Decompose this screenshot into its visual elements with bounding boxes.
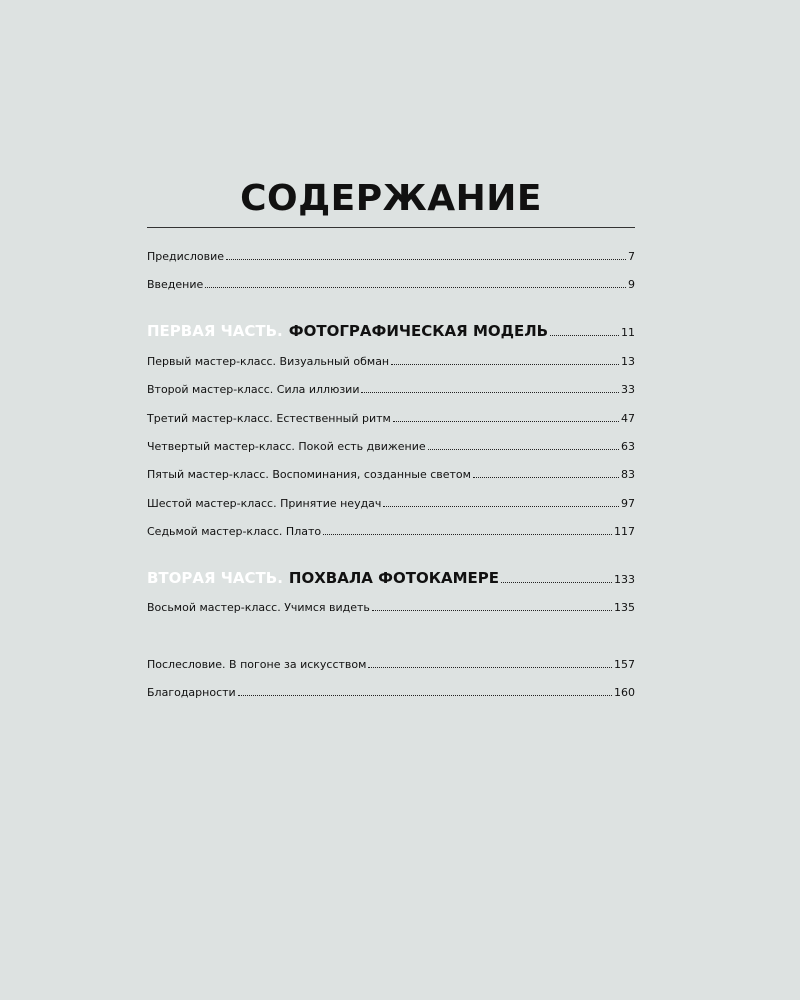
toc-entry-label: Первый мастер-класс. Визуальный обман <box>147 355 390 368</box>
dot-leader <box>501 581 612 583</box>
toc-entry-masterclass-5[interactable] <box>147 468 635 482</box>
toc-part-two[interactable] <box>147 568 635 590</box>
toc-page-number: 83 <box>621 468 635 481</box>
toc-page-number: 9 <box>628 278 635 291</box>
toc-page-number: 47 <box>621 412 635 425</box>
toc-page-number: 133 <box>614 573 635 586</box>
toc-entry-label: Пятый мастер-класс. Воспоминания, созданные светом <box>147 468 471 481</box>
toc-page-number: 160 <box>614 686 635 699</box>
toc-entry-introduction[interactable] <box>147 278 635 292</box>
toc-page-number: 63 <box>621 440 635 453</box>
toc-part-heading <box>147 568 499 588</box>
toc-entry-label: Седьмой мастер-класс. Плато <box>147 525 322 538</box>
part-prefix: ПЕРВАЯ ЧАСТЬ. <box>147 322 283 340</box>
toc-entry-label: Благодарности <box>147 686 236 699</box>
toc-entry-masterclass-4[interactable] <box>147 440 635 454</box>
dot-leader <box>361 391 619 393</box>
toc-page-number: 157 <box>614 658 635 671</box>
dot-leader <box>372 609 612 611</box>
dot-leader <box>226 258 626 260</box>
dot-leader <box>550 334 619 336</box>
toc-page-number: 11 <box>621 326 635 339</box>
toc-entry-label: Шестой мастер-класс. Принятие неудач <box>147 497 382 510</box>
dot-leader <box>205 286 626 288</box>
toc-entry-masterclass-7[interactable] <box>147 525 635 539</box>
toc-entry-preface[interactable] <box>147 250 635 264</box>
toc-entry-masterclass-2[interactable] <box>147 383 635 397</box>
toc-page-number: 7 <box>628 250 635 263</box>
title-divider <box>147 227 635 228</box>
toc-entry-label: Предисловие <box>147 250 224 263</box>
part-title: ПОХВАЛА ФОТОКАМЕРЕ <box>288 569 500 587</box>
part-prefix: ВТОРАЯ ЧАСТЬ. <box>147 569 283 587</box>
toc-entry-masterclass-6[interactable] <box>147 497 635 511</box>
toc-entry-label: Введение <box>147 278 204 291</box>
dot-leader <box>391 363 619 365</box>
dot-leader <box>393 420 619 422</box>
toc-part-one[interactable] <box>147 321 635 343</box>
toc-entry-afterword[interactable] <box>147 658 635 672</box>
toc-entry-acknowledgements[interactable] <box>147 686 635 700</box>
page-title: СОДЕРЖАНИЕ <box>240 178 542 219</box>
toc-entry-masterclass-1[interactable] <box>147 355 635 369</box>
toc-page-number: 13 <box>621 355 635 368</box>
toc-page-number: 33 <box>621 383 635 396</box>
dot-leader <box>323 533 612 535</box>
toc-entry-masterclass-3[interactable] <box>147 412 635 426</box>
toc-entry-label: Третий мастер-класс. Естественный ритм <box>147 412 391 425</box>
dot-leader <box>238 694 612 696</box>
part-title: ФОТОГРАФИЧЕСКАЯ МОДЕЛЬ <box>288 322 549 340</box>
dot-leader <box>383 505 619 507</box>
toc-page-number: 97 <box>621 497 635 510</box>
toc-entry-label: Послесловие. В погоне за искусством <box>147 658 367 671</box>
dot-leader <box>473 476 619 478</box>
dot-leader <box>368 666 612 668</box>
toc-entry-label: Восьмой мастер-класс. Учимся видеть <box>147 601 370 614</box>
toc-page-number: 117 <box>614 525 635 538</box>
toc-entry-masterclass-8[interactable] <box>147 601 635 615</box>
toc-entry-label: Четвертый мастер-класс. Покой есть движение <box>147 440 426 453</box>
toc-page-number: 135 <box>614 601 635 614</box>
toc-entry-label: Второй мастер-класс. Сила иллюзии <box>147 383 360 396</box>
toc-part-heading <box>147 321 548 341</box>
dot-leader <box>428 448 619 450</box>
